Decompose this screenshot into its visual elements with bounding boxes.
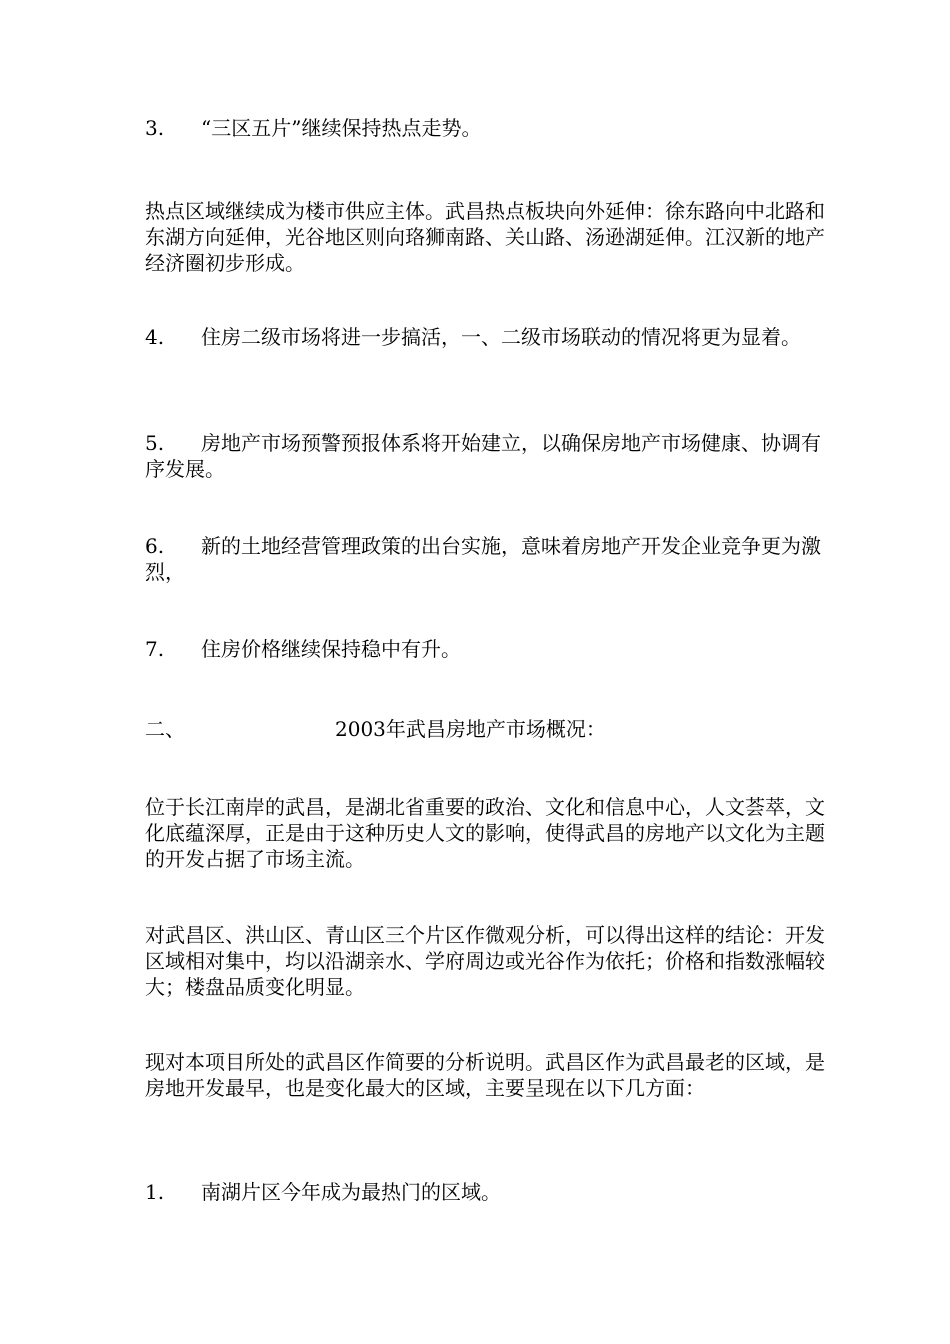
paragraph-text: 位于长江南岸的武昌，是湖北省重要的政治、文化和信息中心，人文荟萃，文化底蕴深厚，正是由于这种历史人文的影响，使得武昌的房地产以文化为主题的开发占据了市场主流。	[145, 795, 825, 871]
item-number: 4.	[145, 325, 165, 349]
paragraph-text: 现对本项目所处的武昌区作简要的分析说明。武昌区作为武昌最老的区域，是房地开发最早，也是变化最大的区域，主要呈现在以下几方面：	[145, 1050, 825, 1100]
item-text: 住房二级市场将进一步搞活，一、二级市场联动的情况将更为显着。	[201, 325, 801, 349]
item-text: “三区五片”继续保持热点走势。	[201, 116, 482, 140]
item-number: 1.	[145, 1180, 165, 1204]
item-text: 住房价格继续保持稳中有升。	[201, 637, 461, 661]
paragraph-text: 热点区域继续成为楼市供应主体。武昌热点板块向外延伸：徐东路向中北路和东湖方向延伸，光谷地区则向珞狮南路、关山路、汤逊湖延伸。江汉新的地产经济圈初步形成。	[145, 199, 825, 275]
section-title: 2003年武昌房地产市场概况：	[335, 717, 606, 741]
item-number: 5.	[145, 431, 165, 455]
list-item-4	[145, 324, 825, 350]
paragraph-hotspot	[145, 198, 825, 276]
section-heading	[145, 716, 825, 742]
paragraph-district-summary	[145, 1049, 825, 1101]
list-item-7	[145, 636, 825, 662]
item-text: 新的土地经营管理政策的出台实施，意味着房地产开发企业竞争更为激烈，	[145, 534, 821, 584]
paragraph-text: 对武昌区、洪山区、青山区三个片区作微观分析，可以得出这样的结论：开发区域相对集中，均以沿湖亲水、学府周边或光谷作为依托；价格和指数涨幅较大；楼盘品质变化明显。	[145, 923, 825, 999]
item-text: 房地产市场预警预报体系将开始建立，以确保房地产市场健康、协调有序发展。	[145, 431, 821, 481]
item-number: 3.	[145, 116, 165, 140]
section-number: 二、	[145, 717, 185, 741]
paragraph-wuchang-intro	[145, 794, 825, 872]
list-item-1	[145, 1179, 825, 1205]
list-item-6	[145, 533, 825, 585]
list-item-5	[145, 430, 825, 482]
paragraph-micro-analysis	[145, 922, 825, 1000]
item-number: 6.	[145, 534, 165, 558]
item-number: 7.	[145, 637, 165, 661]
item-text: 南湖片区今年成为最热门的区域。	[201, 1180, 501, 1204]
list-item-3	[145, 115, 825, 141]
